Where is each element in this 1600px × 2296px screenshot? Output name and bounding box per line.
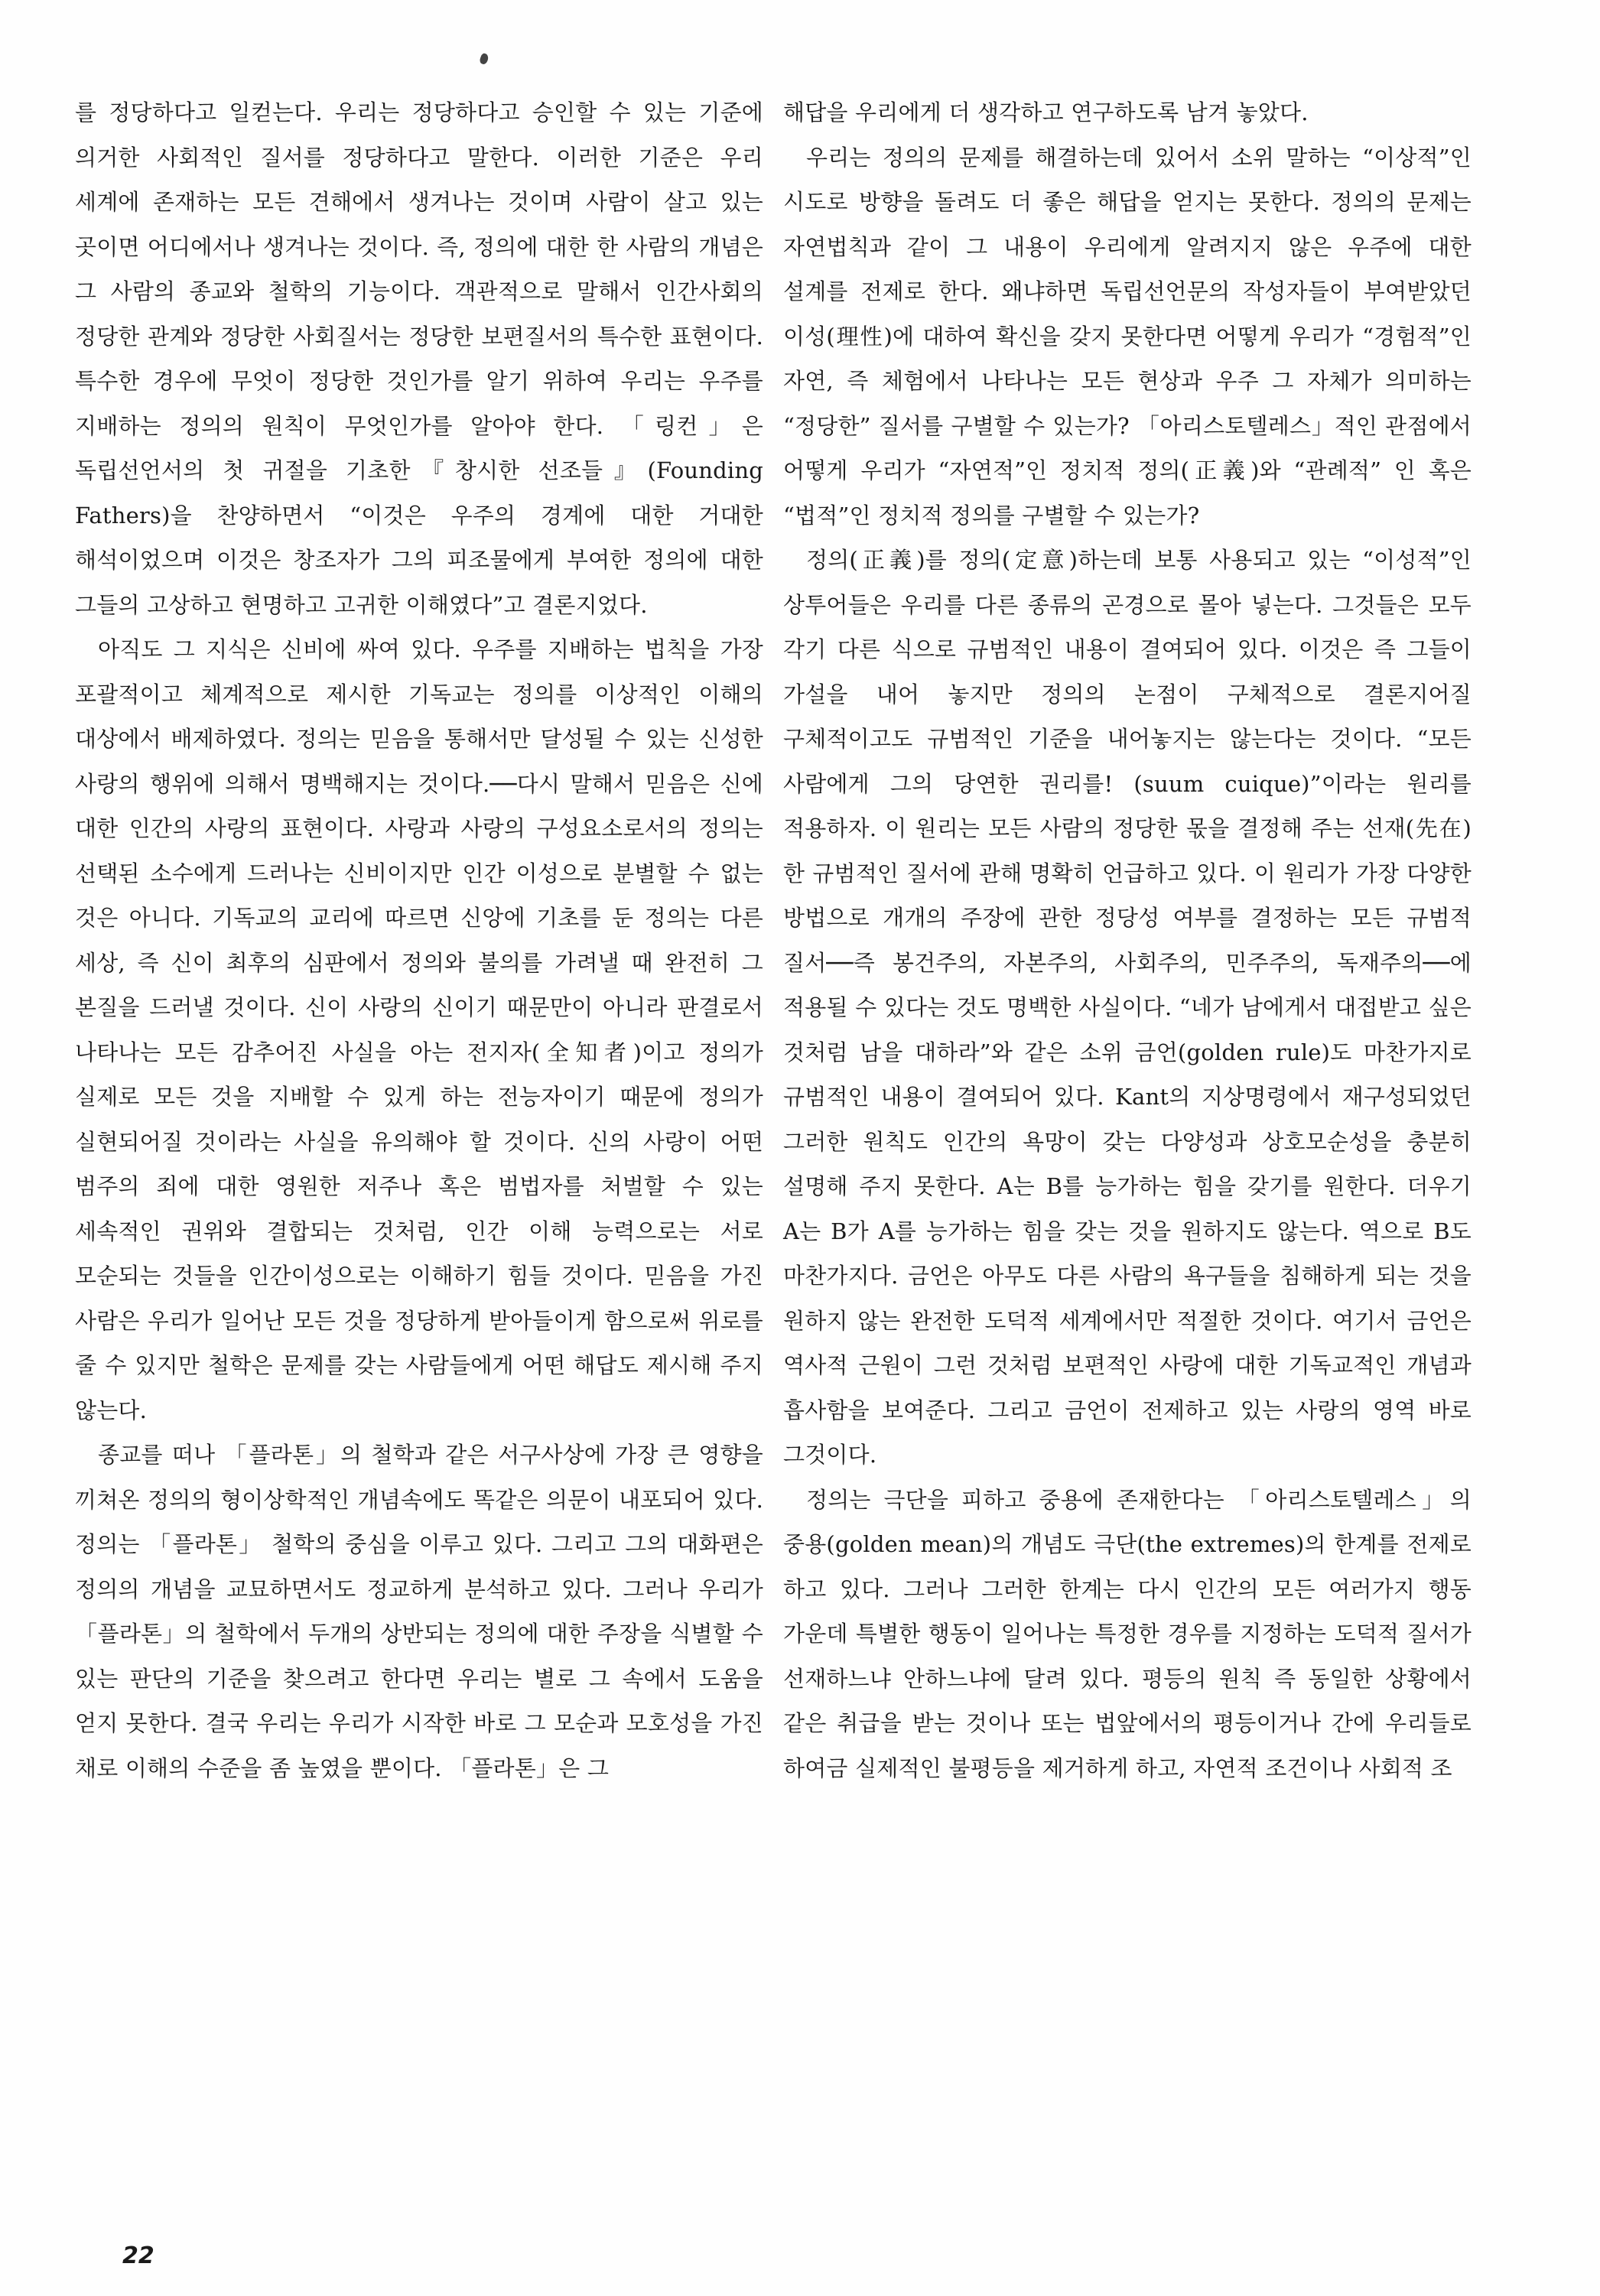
left-column: [75, 90, 763, 1790]
ink-speck: [479, 53, 489, 66]
paragraph: 우리는 정의의 문제를 해결하는데 있어서 소위 말하는 “이상적”인 시도로 방향을 돌려도 더 좋은 해답을 얻지는 못한다. 정의의 문제는 자연법칙과 같이 그 내용이 우리에게 알려지지 않은 우주에 대한 설계를 전제로 한다. 왜냐하면 독립선언문의 작성자들이 부여받았던 이성(理性)에 대하여 확신을 갖지 못한다면 어떻게 우리가 “경험적”인 자연, 즉 체험에서 나타나는 모든 현상과 우주 그 자체가 의미하는 “정당한” 질서를 구별할 수 있는가? 「아리스토텔레스」적인 관점에서 어떻게 우리가 “자연적”인 정치적 정의(正義)와 “관례적” 인 혹은 “법적”인 정치적 정의를 구별할 수 있는가?: [783, 144, 1472, 528]
paragraph: 정의(正義)를 정의(定意)하는데 보통 사용되고 있는 “이성적”인 상투어들은 우리를 다른 종류의 곤경으로 몰아 넣는다. 그것들은 모두 각기 다른 식으로 규범적인 내용이 결여되어 있다. 이것은 즉 그들이 가설을 내어 놓지만 정의의 논점이 구체적으로 결론지어질 구체적이고도 규범적인 기준을 내어놓지는 않는다는 것이다. “모든 사람에게 그의 당연한 권리를! (suum cuique)”이라는 원리를 적용하자. 이 원리는 모든 사람의 정당한 몫을 결정해 주는 선재(先在)한 규범적인 질서에 관해 명확히 언급하고 있다. 이 원리가 가장 다양한 방법으로 개개의 주장에 관한 정당성 여부를 결정하는 모든 규범적 질서──즉 봉건주의, 자본주의, 사회주의, 민주주의, 독재주의──에 적용될 수 있다는 것도 명백한 사실이다. “네가 남에게서 대접받고 싶은 것처럼 남을 대하라”와 같은 소위 금언(golden rule)도 마찬가지로 규범적인 내용이 결여되어 있다. Kant의 지상명령에서 재구성되었던 그러한 원칙도 인간의 욕망이 갖는 다양성과 상호모순성을 충분히 설명해 주지 못한다. A는 B를 능가하는 힘을 갖기를 원한다. 더우기 A는 B가 A를 능가하는 힘을 갖는 것을 원하지도 않는다. 역으로 B도 마찬가지다. 금언은 아무도 다른 사람의 욕구들을 침해하게 되는 것을 원하지 않는 완전한 도덕적 세계에서만 적절한 것이다. 여기서 금언은 역사적 근원이 그런 것처럼 보편적인 사랑에 대한 기독교적인 개념과 흡사함을 보여준다. 그리고 금언이 전제하고 있는 사랑의 영역 바로 그것이다.: [783, 547, 1472, 1468]
paragraph: 아직도 그 지식은 신비에 싸여 있다. 우주를 지배하는 법칙을 가장 포괄적이고 체계적으로 제시한 기독교는 정의를 이상적인 이해의 대상에서 배제하였다. 정의는 믿음을 통해서만 달성될 수 있는 신성한 사랑의 행위에 의해서 명백해지는 것이다.──다시 말해서 믿음은 신에 대한 인간의 사랑의 표현이다. 사랑과 사랑의 구성요소로서의 정의는 선택된 소수에게 드러나는 신비이지만 인간 이성으로 분별할 수 없는 것은 아니다. 기독교의 교리에 따르면 신앙에 기초를 둔 정의는 다른 세상, 즉 신이 최후의 심판에서 정의와 불의를 가려낼 때 완전히 그 본질을 드러낼 것이다. 신이 사랑의 신이기 때문만이 아니라 판결로서 나타나는 모든 감추어진 사실을 아는 전지자(全知者)이고 정의가 실제로 모든 것을 지배할 수 있게 하는 전능자이기 때문에 정의가 실현되어질 것이라는 사실을 유의해야 할 것이다. 신의 사랑이 어떤 범주의 죄에 대한 영원한 저주나 혹은 범법자를 처벌할 수 있는 세속적인 권위와 결합되는 것처럼, 인간 이해 능력으로는 서로 모순되는 것들을 인간이성으로는 이해하기 힘들 것이다. 믿음을 가진 사람은 우리가 일어난 모든 것을 정당하게 받아들이게 함으로써 위로를 줄 수 있지만 철학은 문제를 갖는 사람들에게 어떤 해답도 제시해 주지 않는다.: [75, 636, 763, 1423]
right-column: [783, 90, 1472, 1790]
paragraph: 해답을 우리에게 더 생각하고 연구하도록 남겨 놓았다.: [783, 99, 1309, 125]
paragraph: 정의는 극단을 피하고 중용에 존재한다는 「아리스토텔레스」의 중용(golden mean)의 개념도 극단(the extremes)의 한계를 전제로 하고 있다. 그러나 그러한 한계는 다시 인간의 모든 여러가지 행동 가운데 특별한 행동이 일어나는 특정한 경우를 지정하는 도덕적 질서가 선재하느냐 안하느냐에 달려 있다. 평등의 원칙 즉 동일한 상황에서 같은 취급을 받는 것이나 또는 법앞에서의 평등이거나 간에 우리들로 하여금 실제적인 불평등을 제거하게 하고, 자연적 조건이나 사회적 조: [783, 1486, 1472, 1781]
page-number: 22: [122, 2242, 154, 2269]
paragraph: 종교를 떠나 「플라톤」의 철학과 같은 서구사상에 가장 큰 영향을 끼쳐온 정의의 형이상학적인 개념속에도 똑같은 의문이 내포되어 있다. 정의는 「플라톤」 철학의 중심을 이루고 있다. 그리고 그의 대화편은 정의의 개념을 교묘하면서도 정교하게 분석하고 있다. 그러나 우리가 「플라톤」의 철학에서 두개의 상반되는 정의에 대한 주장을 식별할 수 있는 판단의 기준을 찾으려고 한다면 우리는 별로 그 속에서 도움을 얻지 못한다. 결국 우리는 우리가 시작한 바로 그 모순과 모호성을 가진 채로 이해의 수준을 좀 높였을 뿐이다. 「플라톤」은 그: [75, 1442, 763, 1781]
paragraph: 를 정당하다고 일컫는다. 우리는 정당하다고 승인할 수 있는 기준에 의거한 사회적인 질서를 정당하다고 말한다. 이러한 기준은 우리 세계에 존재하는 모든 견해에서 생겨나는 것이며 사람이 살고 있는 곳이면 어디에서나 생겨나는 것이다. 즉, 정의에 대한 한 사람의 개념은 그 사람의 종교와 철학의 기능이다. 객관적으로 말해서 인간사회의 정당한 관계와 정당한 사회질서는 정당한 보편질서의 특수한 표현이다. 특수한 경우에 무엇이 정당한 것인가를 알기 위하여 우리는 우주를 지배하는 정의의 원칙이 무엇인가를 알아야 한다. 「링컨」은 독립선언서의 첫 귀절을 기초한『창시한 선조들』(Founding Fathers)을 찬양하면서 “이것은 우주의 경계에 대한 거대한 해석이었으며 이것은 창조자가 그의 피조물에게 부여한 정의에 대한 그들의 고상하고 현명하고 고귀한 이해였다”고 결론지었다.: [75, 99, 763, 618]
